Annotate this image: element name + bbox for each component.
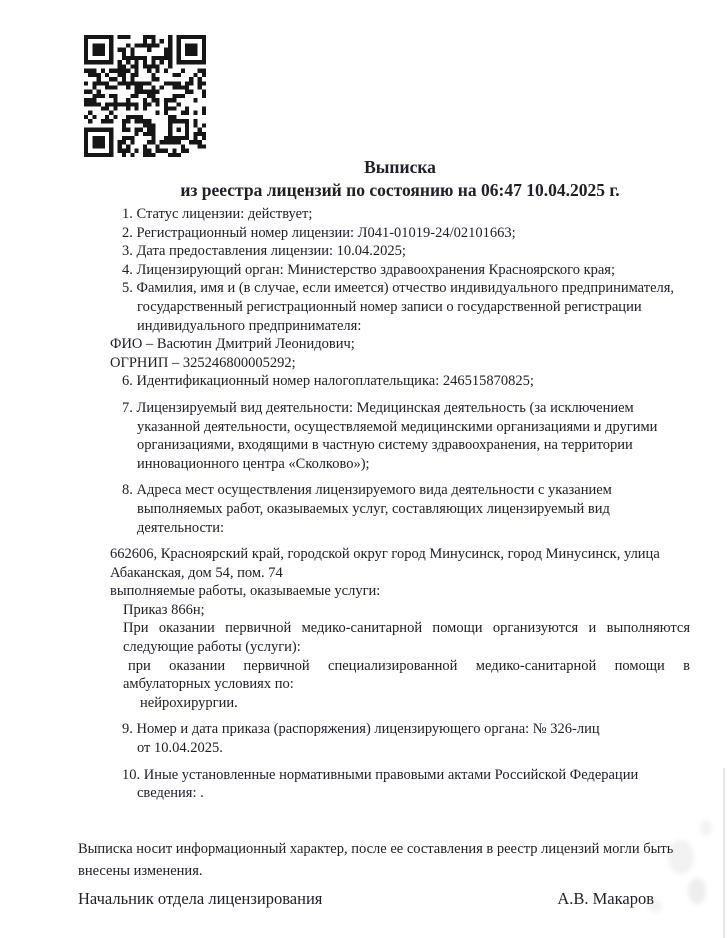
document-line: 7. Лицензируемый вид деятельности: Медицинская деятельность (за исключением [122, 399, 634, 416]
document-line: 3. Дата предоставления лицензии: 10.04.2025; [122, 243, 406, 260]
document-line: Абаканская, дом 54, пом. 74 [110, 564, 283, 581]
footer-note-line: внесены изменения. [78, 862, 203, 879]
document-line: 1. Статус лицензии: действует; [122, 206, 313, 222]
document-line: ФИО – Васютин Дмитрий Леонидович; [110, 336, 355, 353]
document-line: нейрохирургии. [140, 694, 238, 711]
document-line: 9. Номер и дата приказа (распоряжения) лицензирующего органа: № 326-лиц [122, 721, 600, 738]
document-line: Приказ 866н; [123, 601, 205, 618]
document-line: сведения: . [137, 785, 204, 802]
document-line: выполняемые работы, оказываемые услуги: [110, 583, 381, 600]
document-body [0, 205, 727, 803]
footer-note [0, 838, 727, 882]
document-line: При оказании первичной медико-санитарной помощи организуются и выполняются [123, 620, 690, 637]
footer-note-line: Выписка носит информационный характер, после ее составления в реестр лицензий могли быть [78, 840, 674, 857]
signatory-position: Начальник отдела лицензирования [78, 888, 323, 908]
document-line: 8. Адреса мест осуществления лицензируемого вида деятельности с указанием [122, 482, 612, 499]
scan-artifact-line [723, 768, 725, 938]
document-line: от 10.04.2025. [137, 740, 223, 757]
scan-artifact-speck [668, 840, 694, 874]
scan-artifact-speck [700, 820, 712, 836]
document-line: 2. Регистрационный номер лицензии: Л041-01019-24/02101663; [122, 224, 516, 241]
document-line: следующие работы (услуги): [123, 639, 301, 656]
document-line: инновационного центра «Сколково»); [137, 455, 370, 472]
document-line: выполняемых работ, оказываемых услуг, составляющих лицензируемый вид [137, 500, 610, 517]
scan-artifact-speck [688, 878, 706, 904]
document-title: Выписка [364, 157, 436, 177]
document-line: ОГРНИП – 325246800005292; [110, 354, 296, 371]
document-line: организациями, входящими в частную систему здравоохранения, на территории [137, 437, 633, 454]
document-line: деятельности: [137, 519, 225, 536]
qr-code-icon [84, 34, 206, 158]
document-line: индивидуального предпринимателя: [137, 317, 362, 334]
scan-artifact-speck [648, 900, 662, 912]
document-line: государственный регистрационный номер записи о государственной регистрации [137, 298, 642, 315]
document-subtitle: из реестра лицензий по состоянию на 06:47 10.04.2025 г. [180, 180, 620, 200]
signatory-name: А.В. Макаров [557, 888, 654, 908]
document-line: 6. Идентификационный номер налогоплательщика: 246515870825; [122, 373, 534, 390]
signature-row [78, 887, 654, 911]
document-line: 10. Иные установленные нормативными правовыми актами Российской Федерации [122, 766, 639, 783]
document-line: 4. Лицензирующий орган: Министерство здравоохранения Красноярского края; [122, 261, 615, 278]
document-line: при оказании первичной специализированной медико-санитарной помощи в [128, 657, 690, 674]
document-line: 662606, Красноярский край, городской округ город Минусинск, город Минусинск, улица [110, 546, 660, 563]
document-line: указанной деятельности, осуществляемой медицинскими организациями и другими [137, 418, 658, 435]
document-line: 5. Фамилия, имя и (в случае, если имеется) отчество индивидуального предпринимателя, [122, 280, 675, 297]
document-line: амбулаторных условиях по: [123, 676, 294, 693]
